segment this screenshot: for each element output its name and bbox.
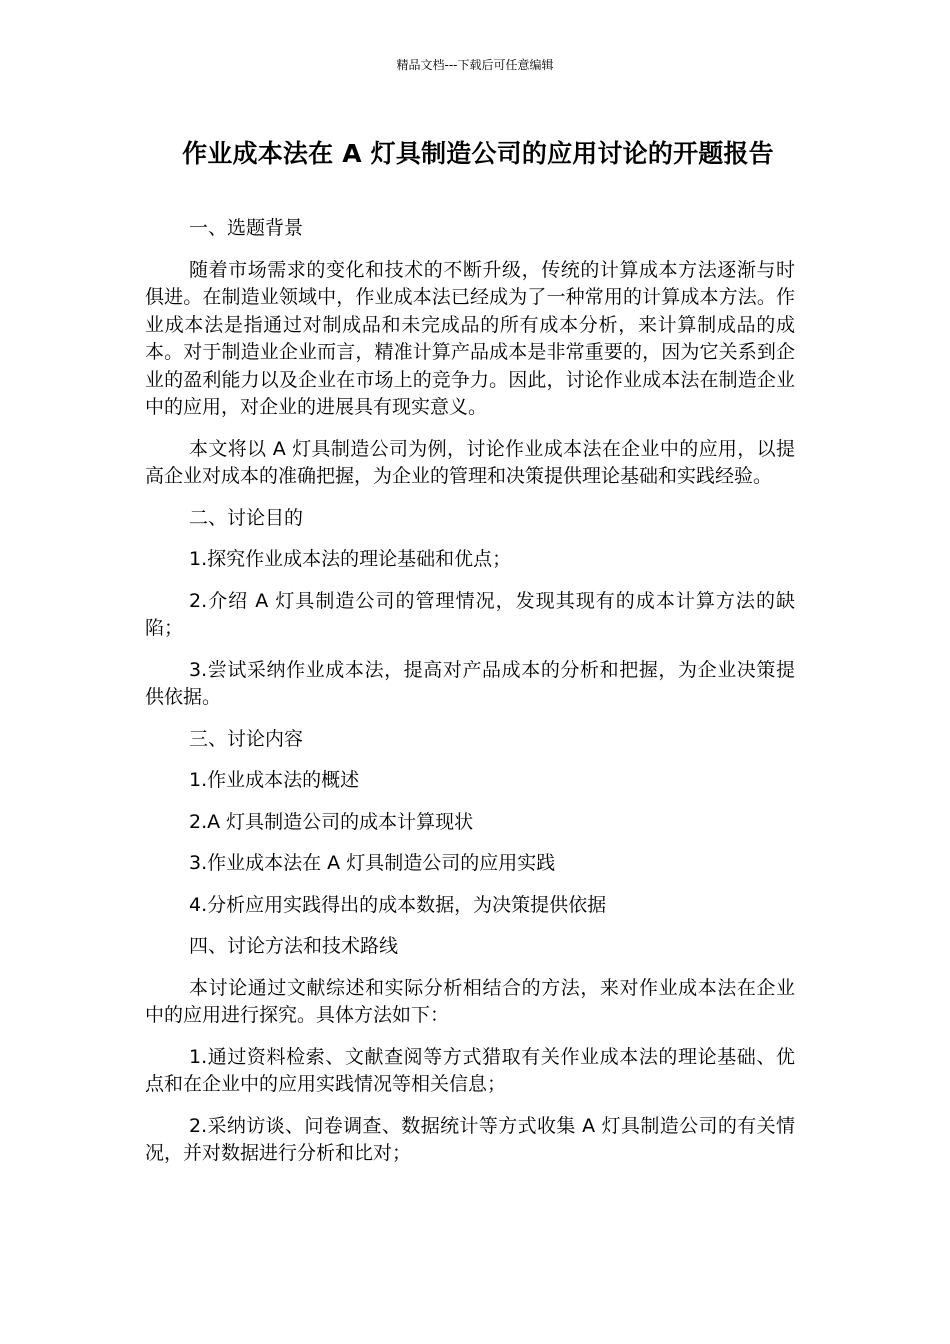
purpose-item: 1.探究作业成本法的理论基础和优点； [189,548,512,570]
document-title: 作业成本法在 A 灯具制造公司的应用讨论的开题报告 [182,139,774,168]
content-item: 3.作业成本法在 A 灯具制造公司的应用实践 [189,852,556,874]
background-paragraph-2: 本文将以 A 灯具制造公司为例，讨论作业成本法在企业中的应用，以提高企业对成本的准确把握，为企业的管理和决策提供理论基础和实践经验。 [145,437,795,487]
purpose-item: 3.尝试采纳作业成本法，提高对产品成本的分析和把握，为企业决策提供依据。 [145,658,795,708]
header-note: 精品文档---下载后可任意编辑 [396,58,554,72]
section-heading-method: 四、讨论方法和技术路线 [189,935,399,957]
document-body [145,215,795,1182]
content-item: 1.作业成本法的概述 [189,769,360,791]
section-heading-purpose: 二、讨论目的 [189,506,304,529]
purpose-item: 2.介绍 A 灯具制造公司的管理情况，发现其现有的成本计算方法的缺陷； [145,589,795,639]
method-paragraph: 本讨论通过文献综述和实际分析相结合的方法，来对作业成本法在企业中的应用进行探究。具体方法如下： [145,976,795,1026]
background-paragraph-1: 随着市场需求的变化和技术的不断升级，传统的计算成本方法逐渐与时俱进。在制造业领域中，作业成本法已经成为了一种常用的计算成本方法。作业成本法是指通过对制成品和未完成品的所有成本分析，来计算制成品的成本。对于制造业企业而言，精准计算产品成本是非常重要的，因为它关系到企业的盈利能力以及企业在市场上的竞争力。因此，讨论作业成本法在制造企业中的应用，对企业的进展具有现实意义。 [145,258,795,418]
section-heading-background: 一、选题背景 [189,217,304,239]
content-item: 2.A 灯具制造公司的成本计算现状 [189,810,474,833]
method-item: 2.采纳访谈、问卷调查、数据统计等方式收集 A 灯具制造公司的有关情况，并对数据进行分析和比对； [145,1114,795,1164]
method-item: 1.通过资料检索、文献查阅等方式猎取有关作业成本法的理论基础、优点和在企业中的应用实践情况等相关信息； [145,1045,795,1095]
section-heading-content: 三、讨论内容 [189,727,304,750]
content-item: 4.分析应用实践得出的成本数据，为决策提供依据 [189,893,607,916]
